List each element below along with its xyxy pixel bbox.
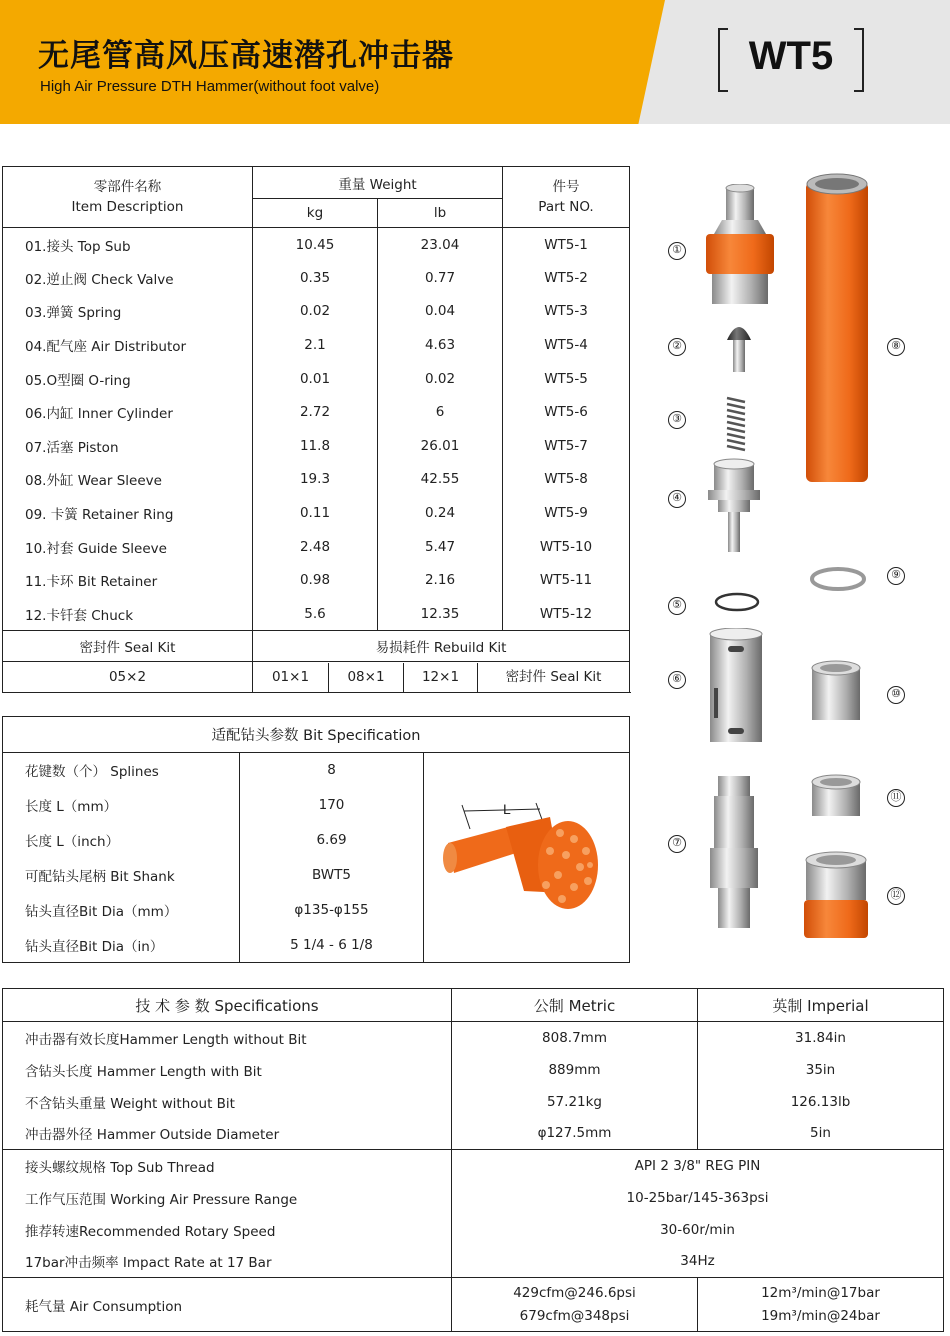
spec-imperial: 5in — [698, 1118, 944, 1150]
parts-row — [3, 496, 630, 530]
spec-row — [3, 1022, 944, 1054]
spec-label: 工作气压范围 Working Air Pressure Range — [3, 1182, 452, 1214]
callout-4: ④ — [668, 490, 686, 508]
header-part-cn: 件号 — [552, 179, 580, 195]
spec-label: 17bar冲击频率 Impact Rate at 17 Bar — [3, 1246, 452, 1278]
specifications-table — [2, 988, 944, 1332]
part-kg: 0.35 — [253, 261, 378, 295]
bit-spec-label: 长度 L（mm） — [3, 788, 240, 823]
part-name: 11.卡环 Bit Retainer — [3, 563, 253, 597]
bit-spec-value: 5 1/4 - 6 1/8 — [240, 928, 424, 963]
part-lb: 23.04 — [378, 228, 503, 262]
part-kg: 0.98 — [253, 563, 378, 597]
air-metric-1: 429cfm@246.6psi — [513, 1284, 636, 1301]
specs-header-imperial: 英制 Imperial — [698, 989, 944, 1022]
part-name: 08.外缸 Wear Sleeve — [3, 463, 253, 497]
callout-10: ⑩ — [887, 686, 905, 704]
header-lb: lb — [378, 199, 503, 228]
seal-kit-label: 密封件 Seal Kit — [3, 631, 253, 662]
header-kg: kg — [253, 199, 378, 228]
header-item-en: Item Description — [71, 199, 184, 215]
part-inner-cylinder — [706, 628, 766, 746]
parts-row — [3, 429, 630, 463]
rebuild-item: 密封件 Seal Kit — [505, 668, 602, 685]
part-lb: 6 — [378, 395, 503, 429]
part-name: 01.接头 Top Sub — [3, 228, 253, 262]
callout-8: ⑧ — [887, 338, 905, 356]
part-bit-retainer — [806, 774, 866, 820]
callout-7: ⑦ — [668, 835, 686, 853]
bit-spec-value: 8 — [240, 753, 424, 788]
callout-5: ⑤ — [668, 597, 686, 615]
part-name: 02.逆止阀 Check Valve — [3, 261, 253, 295]
spec-imperial: 31.84in — [698, 1022, 944, 1054]
part-lb: 2.16 — [378, 563, 503, 597]
spec-row — [3, 1246, 944, 1278]
rebuild-kit-label: 易损耗件 Rebuild Kit — [253, 631, 630, 662]
part-kg: 2.48 — [253, 530, 378, 564]
parts-row — [3, 530, 630, 564]
part-wear-sleeve — [804, 172, 870, 488]
part-retainer-ring — [808, 562, 868, 596]
part-kg: 2.72 — [253, 395, 378, 429]
part-kg: 19.3 — [253, 463, 378, 497]
part-number: WT5-12 — [503, 597, 630, 631]
part-kg: 2.1 — [253, 328, 378, 362]
title-chinese: 无尾管高风压高速潜孔冲击器 — [38, 38, 454, 74]
part-name: 05.O型圈 O-ring — [3, 362, 253, 396]
header-part-en: Part NO. — [538, 199, 594, 215]
bit-spec-value: 6.69 — [240, 823, 424, 858]
spec-value: 10-25bar/145-363psi — [452, 1182, 944, 1214]
bit-spec-value: BWT5 — [240, 858, 424, 893]
length-label: L — [503, 801, 511, 817]
part-name: 07.活塞 Piston — [3, 429, 253, 463]
seal-kit-value: 05×2 — [3, 662, 253, 693]
callout-12: ⑫ — [887, 887, 905, 905]
part-lb: 0.02 — [378, 362, 503, 396]
part-number: WT5-1 — [503, 228, 630, 262]
parts-row — [3, 395, 630, 429]
spec-label: 接头螺纹规格 Top Sub Thread — [3, 1150, 452, 1182]
part-number: WT5-5 — [503, 362, 630, 396]
spec-metric: φ127.5mm — [452, 1118, 698, 1150]
specs-header-label: 技 术 参 数 Specifications — [3, 989, 452, 1022]
part-chuck — [802, 850, 870, 942]
part-name: 04.配气座 Air Distributor — [3, 328, 253, 362]
callout-3: ③ — [668, 411, 686, 429]
part-piston — [704, 772, 764, 932]
spec-label: 不含钻头重量 Weight without Bit — [3, 1086, 452, 1118]
spec-label: 冲击器外径 Hammer Outside Diameter — [3, 1118, 452, 1150]
part-number: WT5-8 — [503, 463, 630, 497]
part-name: 12.卡钎套 Chuck — [3, 597, 253, 631]
spec-row — [3, 1086, 944, 1118]
part-number: WT5-11 — [503, 563, 630, 597]
parts-row — [3, 228, 630, 262]
spec-row — [3, 1150, 944, 1182]
parts-row — [3, 295, 630, 329]
parts-row — [3, 362, 630, 396]
parts-table — [2, 166, 630, 693]
spec-row — [3, 1054, 944, 1086]
spec-value: 30-60r/min — [452, 1214, 944, 1246]
bit-spec-label: 钻头直径Bit Dia（mm） — [3, 893, 240, 928]
parts-row — [3, 597, 630, 631]
part-number: WT5-3 — [503, 295, 630, 329]
part-lb: 0.04 — [378, 295, 503, 329]
bit-spec-title: 适配钻头参数 Bit Specification — [3, 717, 630, 753]
parts-row — [3, 563, 630, 597]
part-kg: 0.01 — [253, 362, 378, 396]
part-number: WT5-6 — [503, 395, 630, 429]
spec-row — [3, 1182, 944, 1214]
bit-spec-label: 花键数（个） Splines — [3, 753, 240, 788]
spec-label: 含钻头长度 Hammer Length with Bit — [3, 1054, 452, 1086]
part-name: 09. 卡簧 Retainer Ring — [3, 496, 253, 530]
part-lb: 0.77 — [378, 261, 503, 295]
part-lb: 42.55 — [378, 463, 503, 497]
spec-label: 冲击器有效长度Hammer Length without Bit — [3, 1022, 452, 1054]
callout-9: ⑨ — [887, 567, 905, 585]
part-lb: 12.35 — [378, 597, 503, 631]
spec-metric-air — [452, 1278, 698, 1332]
header-weight: 重量 Weight — [253, 167, 503, 199]
part-check-valve — [722, 318, 756, 374]
bit-spec-label: 可配钻头尾柄 Bit Shank — [3, 858, 240, 893]
rebuild-kit-values — [253, 662, 630, 693]
spec-value: 34Hz — [452, 1246, 944, 1278]
callout-6: ⑥ — [668, 671, 686, 689]
spec-imperial-air — [698, 1278, 944, 1332]
model-number: WT5 — [748, 34, 834, 78]
part-kg: 10.45 — [253, 228, 378, 262]
part-lb: 5.47 — [378, 530, 503, 564]
spec-metric: 808.7mm — [452, 1022, 698, 1054]
header-part-no — [503, 167, 630, 228]
rebuild-item: 08×1 — [329, 663, 404, 692]
part-air-distributor — [704, 458, 764, 554]
spec-metric: 57.21kg — [452, 1086, 698, 1118]
part-guide-sleeve — [808, 660, 864, 724]
spec-imperial: 35in — [698, 1054, 944, 1086]
bit-spec-label: 钻头直径Bit Dia（in） — [3, 928, 240, 963]
bit-spec-row — [3, 753, 630, 788]
part-kg: 0.02 — [253, 295, 378, 329]
part-number: WT5-7 — [503, 429, 630, 463]
part-number: WT5-2 — [503, 261, 630, 295]
spec-row — [3, 1214, 944, 1246]
spec-row — [3, 1118, 944, 1150]
callout-11: ⑪ — [887, 789, 905, 807]
parts-row — [3, 328, 630, 362]
bit-spec-value: 170 — [240, 788, 424, 823]
callout-1: ① — [668, 242, 686, 260]
part-number: WT5-4 — [503, 328, 630, 362]
part-name: 06.内缸 Inner Cylinder — [3, 395, 253, 429]
air-imperial-2: 19m³/min@24bar — [761, 1307, 880, 1324]
part-kg: 11.8 — [253, 429, 378, 463]
air-metric-2: 679cfm@348psi — [519, 1307, 630, 1324]
part-kg: 5.6 — [253, 597, 378, 631]
spec-metric: 889mm — [452, 1054, 698, 1086]
bit-spec-label: 长度 L（inch） — [3, 823, 240, 858]
model-badge — [718, 28, 864, 92]
part-number: WT5-10 — [503, 530, 630, 564]
part-top-sub — [700, 184, 780, 306]
header-item-description — [3, 167, 253, 228]
parts-row — [3, 463, 630, 497]
bit-spec-value: φ135-φ155 — [240, 893, 424, 928]
part-name: 03.弹簧 Spring — [3, 295, 253, 329]
spec-label: 推荐转速Recommended Rotary Speed — [3, 1214, 452, 1246]
part-lb: 4.63 — [378, 328, 503, 362]
part-lb: 0.24 — [378, 496, 503, 530]
title-english: High Air Pressure DTH Hammer(without foot valve) — [40, 78, 380, 95]
rebuild-item: 01×1 — [253, 663, 329, 692]
parts-row — [3, 261, 630, 295]
specs-header-metric: 公制 Metric — [452, 989, 698, 1022]
part-name: 10.衬套 Guide Sleeve — [3, 530, 253, 564]
header-item-cn: 零部件名称 — [93, 179, 162, 195]
spec-label: 耗气量 Air Consumption — [3, 1278, 452, 1332]
spec-value: API 2 3/8" REG PIN — [452, 1150, 944, 1182]
callout-2: ② — [668, 338, 686, 356]
part-number: WT5-9 — [503, 496, 630, 530]
part-spring — [724, 394, 748, 452]
spec-imperial: 126.13lb — [698, 1086, 944, 1118]
part-kg: 0.11 — [253, 496, 378, 530]
air-imperial-1: 12m³/min@17bar — [761, 1284, 880, 1301]
drill-bit-illustration — [440, 795, 610, 925]
part-lb: 26.01 — [378, 429, 503, 463]
rebuild-item: 12×1 — [404, 663, 478, 692]
part-o-ring — [712, 590, 762, 614]
